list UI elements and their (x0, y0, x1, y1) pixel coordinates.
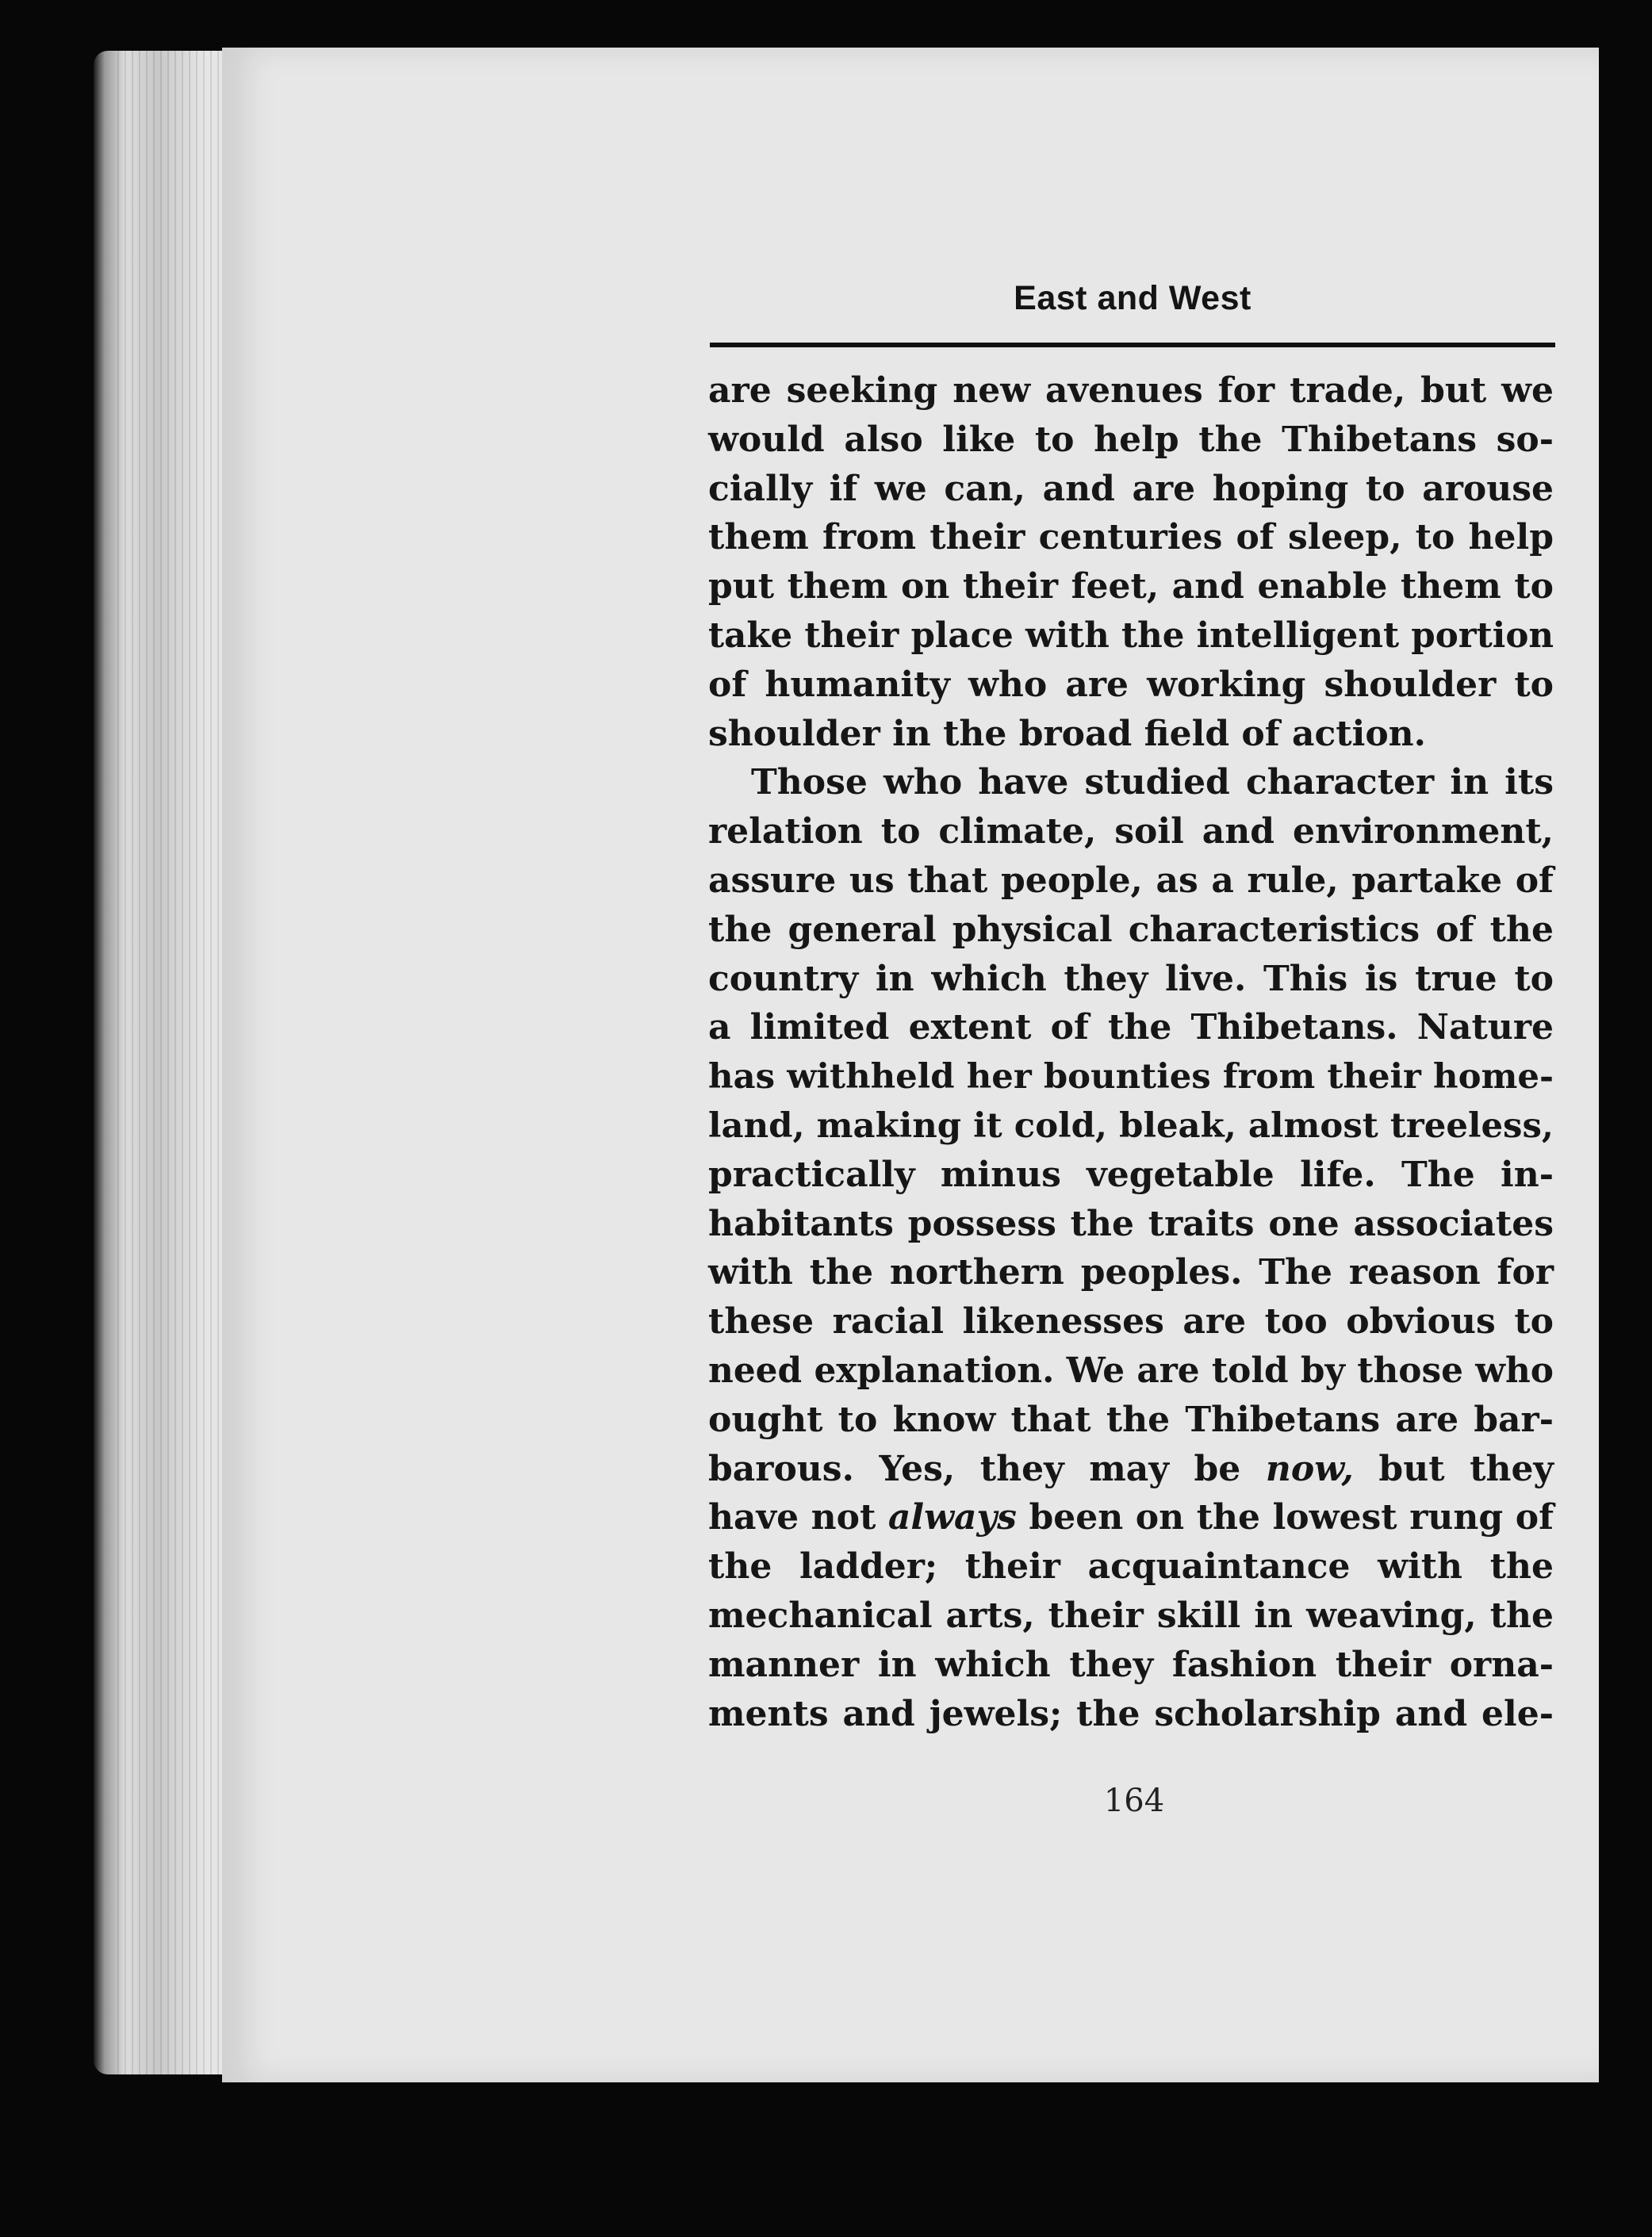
text-line: Those who have studied character in its (751, 762, 1554, 803)
text-line: mechanical arts, their skill in weaving, the (708, 1595, 1554, 1636)
text-segment: been on the lowest rung of (1016, 1497, 1554, 1538)
page-number: 164 (1103, 1783, 1165, 1819)
text-line: has withheld her bounties from their home- (708, 1056, 1554, 1097)
text-line: shoulder in the broad field of action. (708, 713, 1426, 754)
text-line: a limited extent of the Thibetans. Nature (708, 1007, 1554, 1048)
text-line: with the northern peoples. The reason for (708, 1252, 1554, 1293)
text-line: ought to know that the Thibetans are bar- (708, 1399, 1554, 1440)
text-line: these racial likenesses are too obvious to (708, 1301, 1554, 1343)
text-line: habitants possess the traits one associates (708, 1203, 1554, 1244)
header-rule (710, 343, 1555, 347)
text-line: relation to climate, soil and environment, (708, 811, 1554, 852)
text-segment: but they (1353, 1448, 1554, 1489)
text-line: need explanation. We are told by those who (708, 1350, 1554, 1391)
italic-word: now, (1265, 1448, 1354, 1489)
text-line: land, making it cold, bleak, almost treeless, (708, 1105, 1554, 1146)
italic-word: always (887, 1497, 1017, 1538)
text-line: assure us that people, as a rule, partake of (708, 860, 1554, 901)
text-line: of humanity who are working shoulder to (708, 664, 1554, 705)
text-line: the general physical characteristics of the (708, 909, 1554, 950)
text-segment: barous. Yes, they may be (708, 1448, 1266, 1489)
running-head: East and West (1014, 279, 1251, 317)
text-line: cially if we can, and are hoping to arouse (708, 468, 1554, 509)
text-segment: have not (708, 1497, 888, 1538)
text-line: would also like to help the Thibetans so- (708, 419, 1554, 460)
text-line (708, 1445, 1554, 1494)
text-line: are seeking new avenues for trade, but we (708, 370, 1554, 411)
text-line: the ladder; their acquaintance with the (708, 1546, 1554, 1588)
text-line: them from their centuries of sleep, to help (708, 517, 1554, 558)
text-line: practically minus vegetable life. The in- (708, 1154, 1554, 1195)
text-line: put them on their feet, and enable them to (708, 566, 1554, 607)
body-text (708, 366, 1554, 1738)
text-line: take their place with the intelligent portion (708, 615, 1554, 656)
text-line: manner in which they fashion their orna- (708, 1644, 1554, 1685)
text-line: country in which they live. This is true to (708, 958, 1554, 999)
text-line (708, 1493, 1554, 1542)
text-line: ments and jewels; the scholarship and ele- (708, 1693, 1554, 1734)
